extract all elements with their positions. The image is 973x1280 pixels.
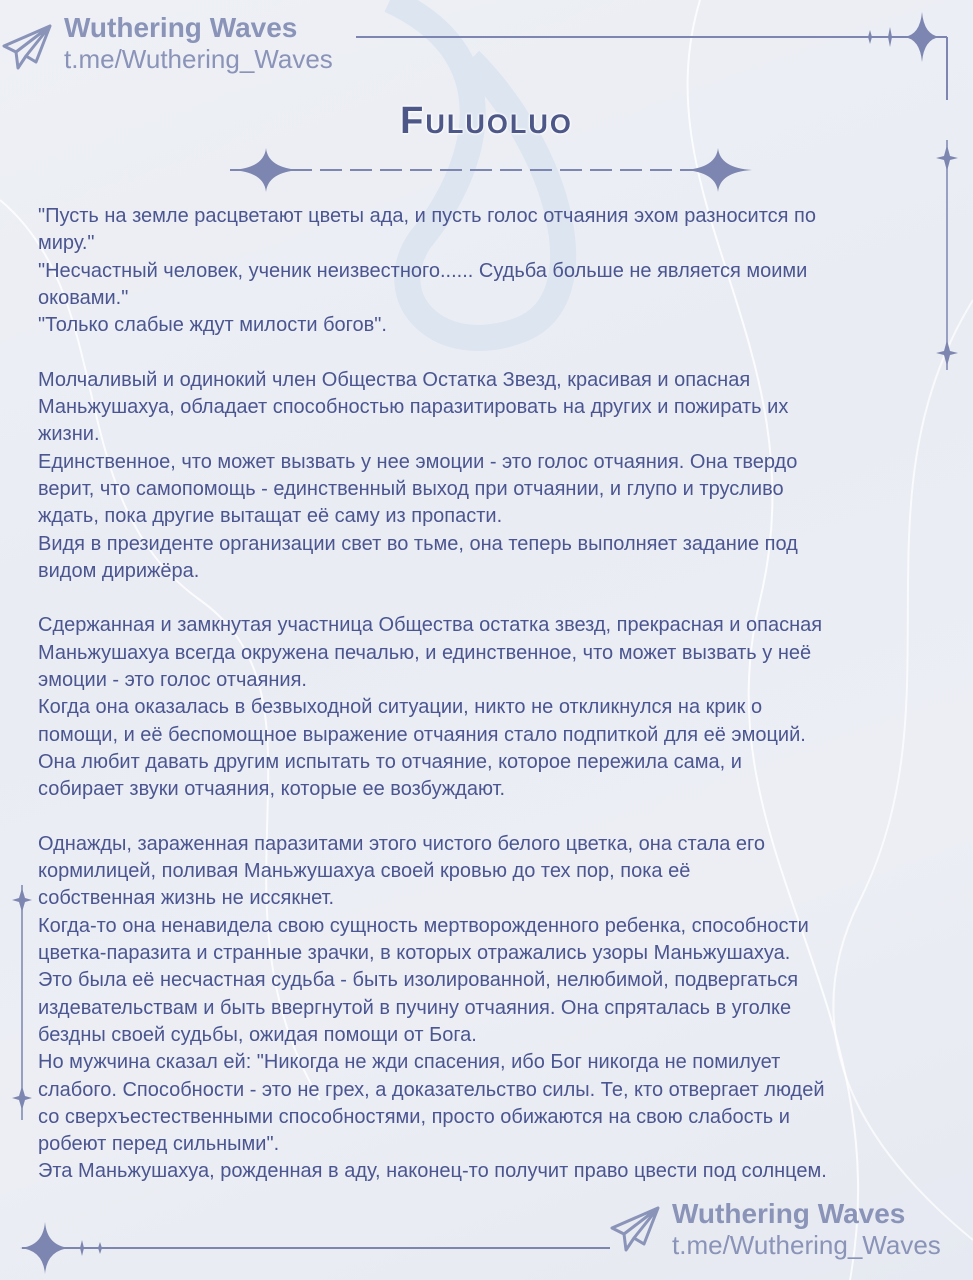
document-body (38, 203, 827, 1186)
paragraph (38, 203, 827, 339)
page-title: Fuluoluo (400, 100, 573, 142)
text-line: слабого. Способности - это не грех, а доказательство силы. Те, кто отвергает людей (38, 1078, 825, 1101)
text-line: со сверхъестественными способностями, просто обижаются на свою слабость и (38, 1105, 790, 1128)
text-line: Это была её несчастная судьба - быть изолированной, нелюбимой, подвергаться (38, 969, 799, 992)
paper-plane-icon (2, 24, 52, 70)
watermark-bottom (672, 1198, 941, 1260)
text-line: Единственное, что может вызвать у нее эмоции - это голос отчаяния. Она твердо (38, 450, 798, 473)
text-line: Маньжушахуа всегда окружена печалью, и единственное, что может вызвать у неё (38, 641, 812, 664)
watermark-link[interactable]: t.me/Wuthering_Waves (64, 44, 333, 74)
text-line: Однажды, зараженная паразитами этого чистого белого цветка, она стала его (38, 832, 766, 855)
text-line: "Только слабые ждут милости богов". (38, 314, 387, 337)
text-line: "Пусть на земле расцветают цветы ада, и пусть голос отчаяния эхом разносится по (38, 205, 817, 227)
text-line: Сдержанная и замкнутая участница Общества остатка звезд, прекрасная и опасная (38, 614, 823, 637)
paragraph-gap (38, 339, 827, 366)
text-line: оковами." (38, 286, 129, 309)
text-line: "Несчастный человек, ученик неизвестного...... Судьба больше не является моими (38, 259, 808, 282)
watermark-title: Wuthering Waves (672, 1198, 906, 1229)
watermark-top (64, 12, 333, 74)
text-line: собирает звуки отчаяния, которые ее возбуждают. (38, 778, 506, 801)
text-line: бездны своей судьбы, ожидая помощи от Бога. (38, 1023, 477, 1046)
paragraph (38, 831, 827, 1186)
paragraph-gap (38, 804, 827, 831)
text-line: собственная жизнь не иссякнет. (38, 887, 335, 910)
watermark-title: Wuthering Waves (64, 12, 298, 43)
text-line: Видя в президенте организации свет во тьме, она теперь выполняет задание под (38, 532, 798, 555)
paragraph (38, 367, 827, 585)
text-line: видом дирижёра. (38, 559, 200, 582)
text-line: Она любит давать другим испытать то отчаяние, которое пережила сама, и (38, 750, 742, 773)
text-line: Но мужчина сказал ей: "Никогда не жди спасения, ибо Бог никогда не помилует (38, 1051, 781, 1074)
text-line: цветка-паразита и странные зрачки, в которых отражались узоры Маньжушахуа. (38, 942, 791, 965)
text-line: Молчаливый и одинокий член Общества Остатка Звезд, красивая и опасная (38, 368, 751, 391)
text-line: Когда-то она ненавидела свою сущность мертворожденного ребенка, способности (38, 914, 809, 937)
paper-plane-icon (610, 1206, 660, 1252)
text-line: ждать, пока другие вытащат её саму из пропасти. (38, 505, 503, 528)
paragraph (38, 612, 827, 803)
paragraph-gap (38, 585, 827, 612)
text-line: издевательствам и быть ввергнутой в пучину отчаяния. Она спряталась в уголке (38, 996, 792, 1019)
text-line: Когда она оказалась в безвыходной ситуации, никто не откликнулся на крик о (38, 696, 763, 719)
text-line: робеют перед сильными". (38, 1133, 280, 1156)
text-line: кормилицей, поливая Маньжушахуа своей кровью до тех пор, пока её (38, 860, 691, 883)
text-line: помощи, и её беспомощное выражение отчаяния стало подпиткой для её эмоций. (38, 723, 806, 746)
text-line: Эта Маньжушахуа, рожденная в аду, наконец-то получит право цвести под солнцем. (38, 1160, 827, 1183)
text-line: миру." (38, 232, 95, 255)
text-line: эмоции - это голос отчаяния. (38, 669, 307, 692)
text-line: верит, что самопомощь - единственный выход при отчаянии, и глупо и трусливо (38, 477, 784, 500)
text-line: жизни. (38, 423, 100, 446)
text-line: Маньжушахуа, обладает способностью паразитировать на других и пожирать их (38, 396, 789, 419)
watermark-link[interactable]: t.me/Wuthering_Waves (672, 1230, 941, 1260)
